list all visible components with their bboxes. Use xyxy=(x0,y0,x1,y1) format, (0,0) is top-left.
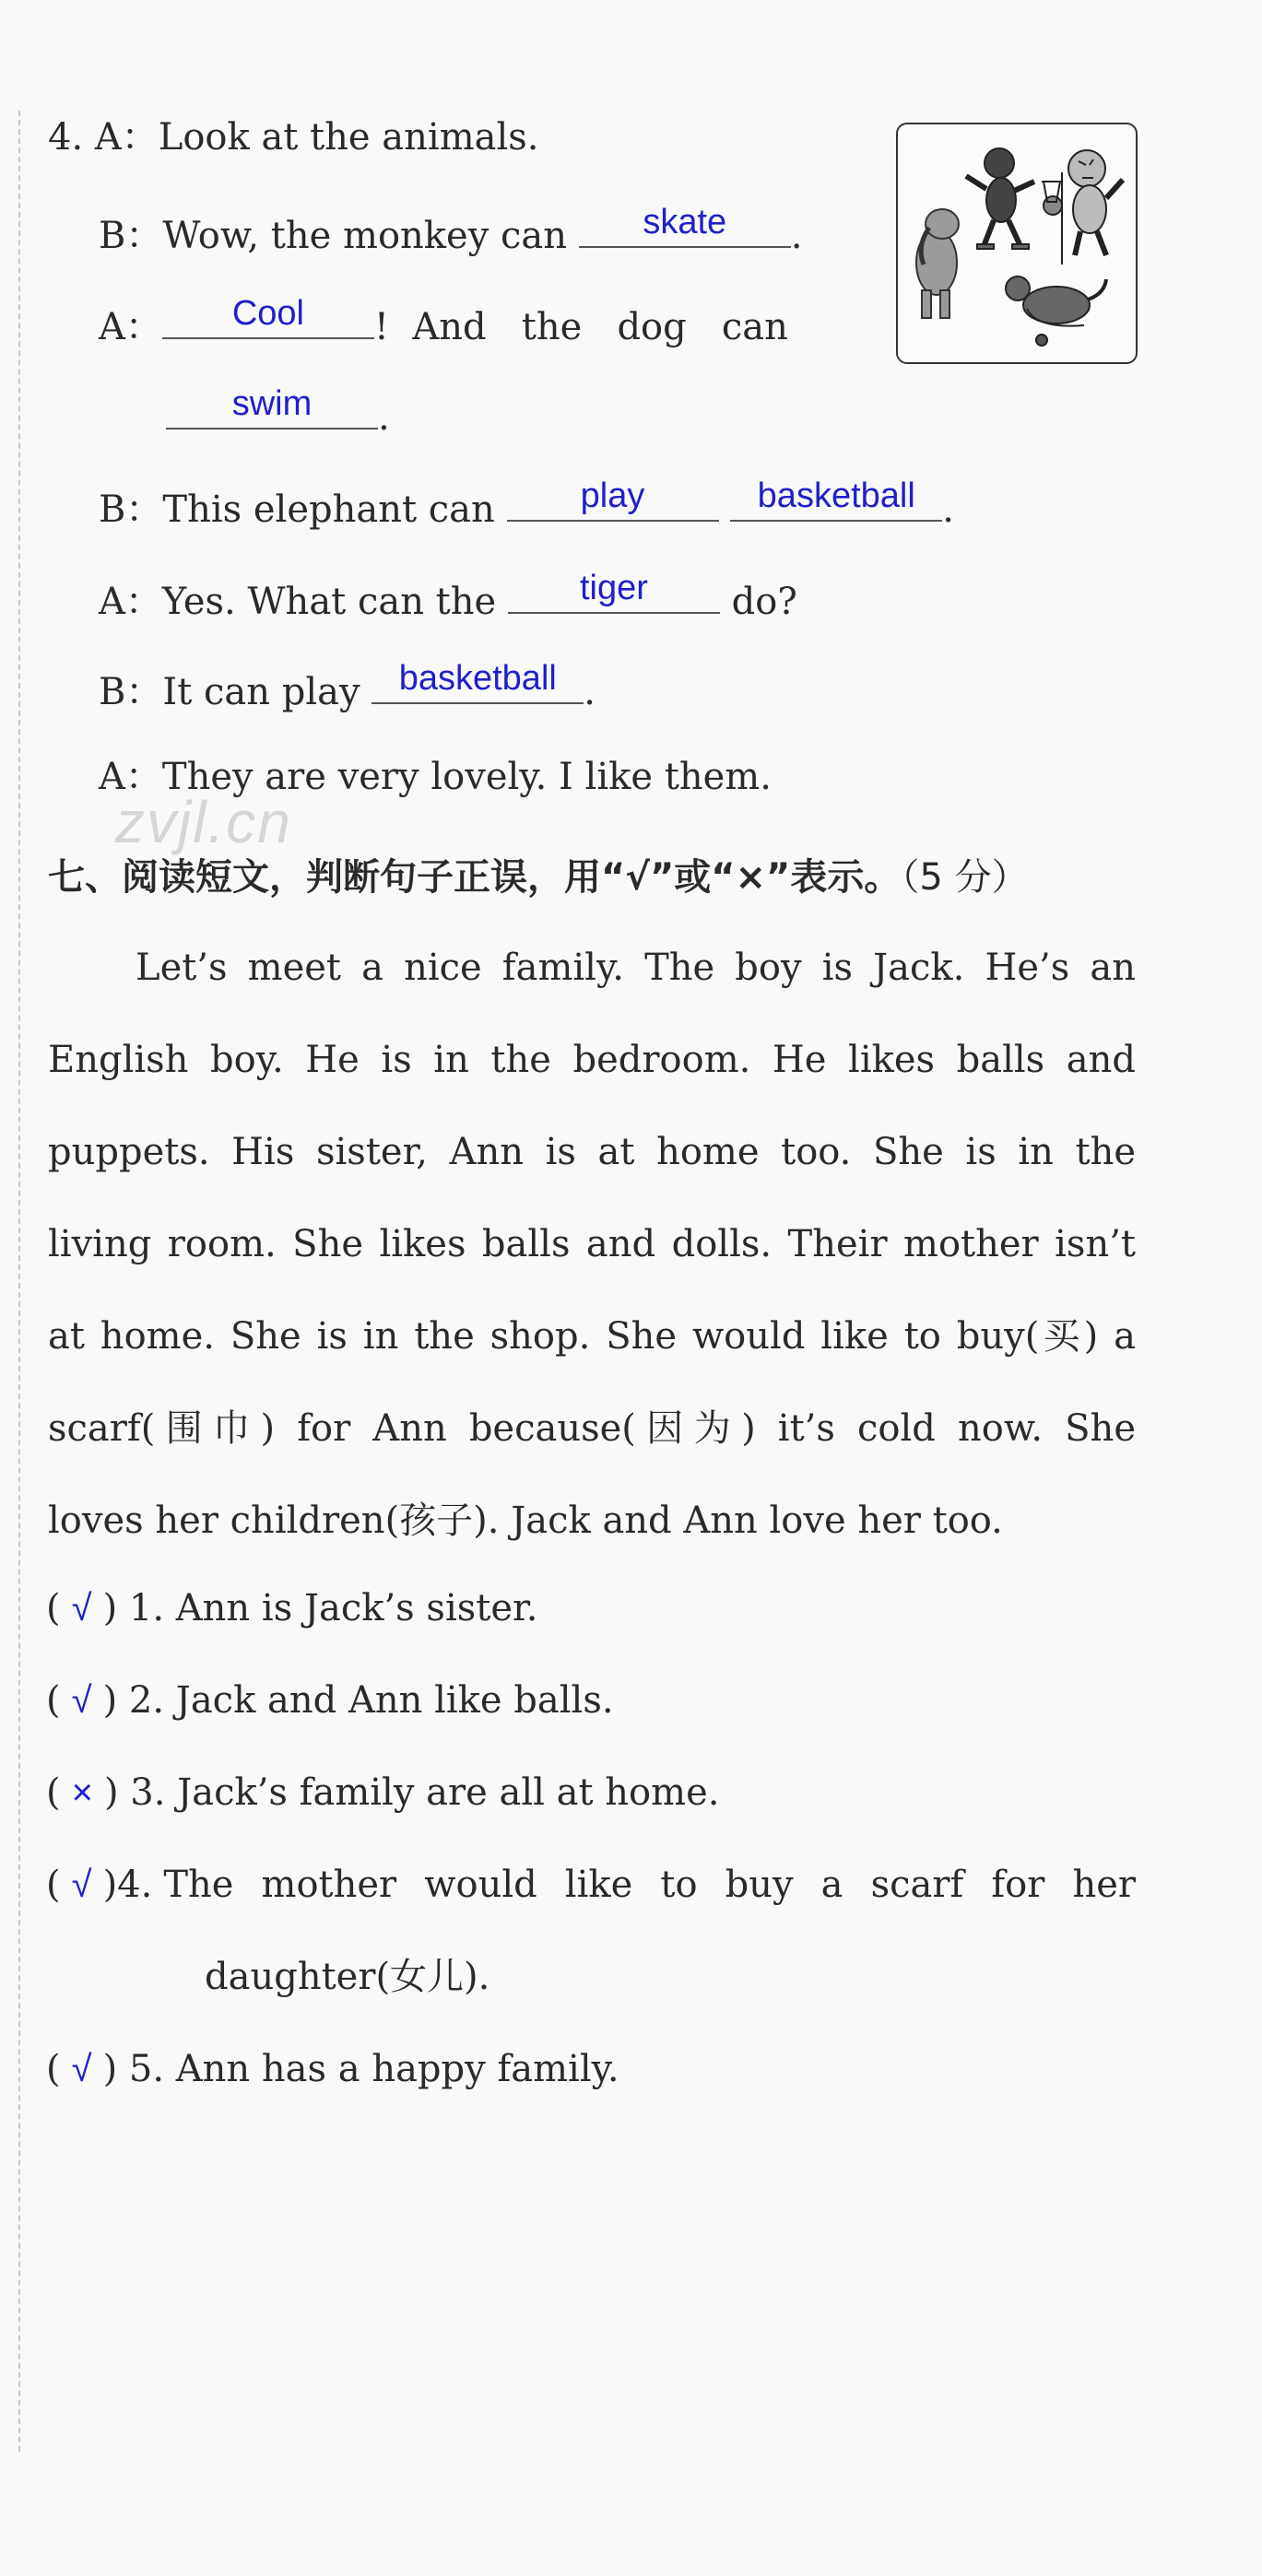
passage-line: at home. She is in the shop. She would like to buy(买) a xyxy=(48,1315,1136,1358)
answer-mark: √ xyxy=(71,1680,92,1721)
question-text: Ann has a happy family. xyxy=(175,2048,619,2090)
answer-mark: √ xyxy=(71,1588,92,1629)
answer-mark-wrap: ( √ ) xyxy=(46,1864,118,1906)
passage-line: living room. She likes balls and dolls. Their mother isn’t xyxy=(48,1223,1136,1265)
dog-figure xyxy=(1006,276,1106,346)
answer-mark: × xyxy=(71,1772,93,1813)
answer-blank xyxy=(372,659,584,704)
dialogue-line-7 xyxy=(99,659,596,715)
question-number: 1. xyxy=(128,1587,165,1629)
dialogue-text: do? xyxy=(731,581,797,623)
answer-blank xyxy=(730,476,942,522)
answer-blank xyxy=(507,476,719,522)
passage-line: Let’s meet a nice family. The boy is Jack. He’s an xyxy=(136,947,1136,989)
question-item: ( × ) 3. Jack’s family are all at home. xyxy=(46,1771,720,1814)
dialogue-text: A：Yes. What can the xyxy=(99,581,497,623)
dialogue-text: B：It can play xyxy=(99,671,360,713)
question-number: 2. xyxy=(128,1679,165,1722)
question-number: 4. xyxy=(117,1864,153,1906)
answer-text: swim xyxy=(231,384,313,423)
question-item: ( √ ) 2. Jack and Ann like balls. xyxy=(46,1679,614,1722)
section-title: 七、阅读短文，判断句子正误，用“√”或“×”表示。 xyxy=(48,856,902,899)
dialogue-punctuation: . xyxy=(378,396,390,439)
answer-text: Cool xyxy=(231,294,304,333)
answer-mark: √ xyxy=(71,1864,92,1905)
dialogue-line-2 xyxy=(99,203,803,259)
question-continuation xyxy=(205,1954,489,2000)
answer-blank xyxy=(166,384,378,429)
question-number: 3. xyxy=(130,1771,166,1814)
section-points: （5 分） xyxy=(901,856,1029,899)
dialogue-punctuation: . xyxy=(942,488,954,531)
question-number: 5. xyxy=(128,2048,165,2090)
answer-blank xyxy=(579,203,791,248)
animals-illustration-drawing xyxy=(898,124,1136,362)
monkey-figure xyxy=(966,148,1034,249)
dialogue-line-4 xyxy=(166,384,390,441)
question-item: ( √ ) 1. Ann is Jack’s sister. xyxy=(46,1587,538,1629)
answer-text: skate xyxy=(643,203,727,241)
dialogue-text: B：Wow, the monkey can xyxy=(99,215,568,257)
dialogue-line-6 xyxy=(99,569,797,625)
passage-line: scarf(围巾) for Ann because(因为) it’s cold now. She xyxy=(48,1407,1136,1450)
dialogue-punctuation: . xyxy=(790,215,803,257)
basketball-hoop xyxy=(1042,172,1062,265)
answer-blank xyxy=(162,294,374,339)
section-7-heading xyxy=(48,848,1029,900)
passage-line: loves her children(孩子). Jack and Ann love her too. xyxy=(48,1500,1003,1542)
dialogue-text: ! And the dog can xyxy=(373,306,788,348)
question-text: The mother would like to buy a scarf for her xyxy=(163,1864,1136,1906)
dialogue-line-5 xyxy=(99,476,954,533)
tiger-figure xyxy=(1068,150,1123,255)
watermark: zvjl.cn xyxy=(115,789,292,855)
animals-illustration xyxy=(896,123,1138,364)
passage-line: puppets. His sister, Ann is at home too. She is in the xyxy=(48,1131,1136,1173)
dialogue-text: B：This elephant can xyxy=(99,488,495,531)
question-text: Jack and Ann like balls. xyxy=(175,1679,614,1722)
question-text: daughter(女儿). xyxy=(205,1956,490,1998)
answer-mark: √ xyxy=(71,2049,92,2089)
dialogue-text: A：They are very lovely. I like them. xyxy=(99,756,772,798)
question-text: Ann is Jack’s sister. xyxy=(175,1587,538,1629)
question-number: 4. A： xyxy=(48,116,159,159)
question-item xyxy=(46,1862,1136,1908)
answer-text: play xyxy=(580,476,645,515)
dialogue-text: A： xyxy=(99,306,162,348)
dialogue-punctuation: . xyxy=(584,671,596,713)
question-item: ( √ ) 5. Ann has a happy family. xyxy=(46,2048,619,2090)
dialogue-line-1 xyxy=(48,114,539,160)
question-text: Jack’s family are all at home. xyxy=(177,1771,720,1814)
dialogue-line-3 xyxy=(99,294,788,350)
passage-line: English boy. He is in the bedroom. He likes balls and xyxy=(48,1039,1136,1081)
dialogue-text: Look at the animals. xyxy=(158,116,539,159)
elephant-figure xyxy=(916,209,959,318)
answer-text: tiger xyxy=(579,569,648,607)
answer-text: basketball xyxy=(757,476,915,515)
binding-margin-line xyxy=(18,111,20,2452)
answer-blank xyxy=(508,569,720,614)
reading-passage xyxy=(48,922,1136,1567)
answer-text: basketball xyxy=(398,659,557,698)
